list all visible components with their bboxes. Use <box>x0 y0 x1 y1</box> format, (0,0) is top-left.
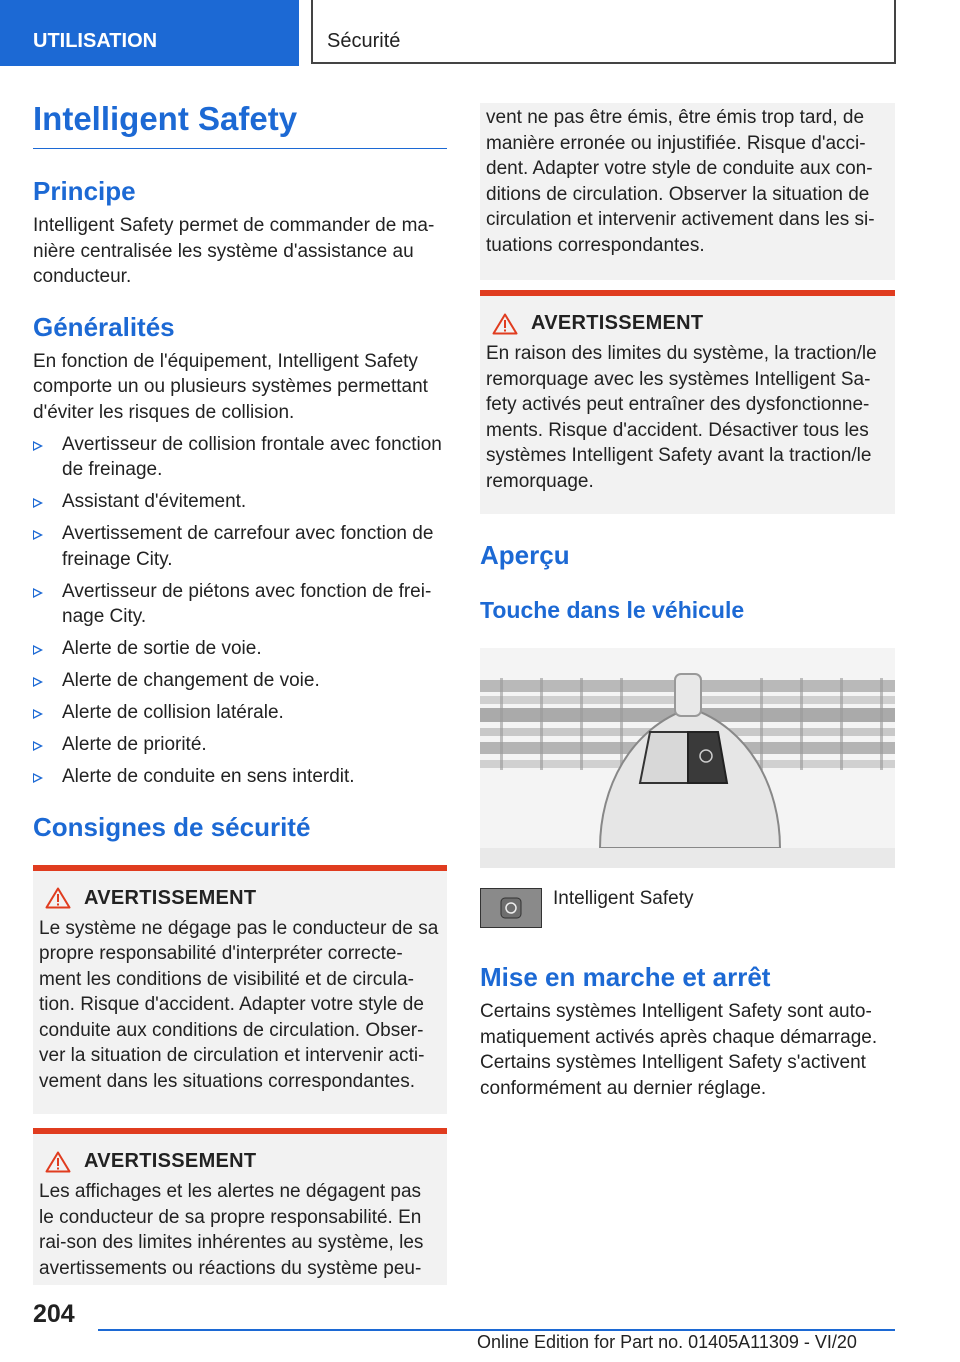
warning-text: vent ne pas être émis, être émis trop tard, de manière erronée ou injustifiée. Risque d'acci-dent. Adapter votre style de conduite aux con-ditions de circulation. Observer la situation de circulation et intervenir activement dans les si-tuations correspondantes. <box>486 107 875 256</box>
left-column <box>33 100 447 1285</box>
warning-title: AVERTISSEMENT <box>84 1150 257 1172</box>
warning-triangle-icon <box>492 313 518 335</box>
button-photo <box>480 648 895 868</box>
triangle-bullet-icon <box>33 588 43 598</box>
page-number: 204 <box>33 1300 75 1328</box>
touche-heading: Touche dans le véhicule <box>480 597 745 623</box>
list-item: Avertisseur de piétons avec fonction de frei-nage City. <box>33 579 447 630</box>
principe-heading: Principe <box>33 176 136 206</box>
list-item: Alerte de sortie de voie. <box>33 636 447 662</box>
warning-box <box>33 865 447 1115</box>
intelligent-safety-button-icon <box>480 888 542 928</box>
triangle-bullet-icon <box>33 741 43 751</box>
apercu-heading: Aperçu <box>480 540 570 570</box>
triangle-bullet-icon <box>33 498 43 508</box>
list-item: Alerte de collision latérale. <box>33 700 447 726</box>
legend-label: Intelligent Safety <box>553 888 694 909</box>
warning-title: AVERTISSEMENT <box>84 886 257 909</box>
section-title: Sécurité <box>311 0 896 64</box>
list-item: Alerte de priorité. <box>33 732 447 758</box>
triangle-bullet-icon <box>33 709 43 719</box>
generalites-text: En fonction de l'équipement, Intelligent Safety comporte un ou plusieurs systèmes permettant d'éviter les risques de collision. <box>33 350 428 423</box>
consignes-heading: Consignes de sécurité <box>33 811 311 842</box>
mise-en-marche-heading: Mise en marche et arrêt <box>480 962 771 992</box>
principe-text: Intelligent Safety permet de commander de ma-nière centralisée les système d'assistance au conducteur. <box>33 215 435 287</box>
list-item: Avertissement de carrefour avec fonction de freinage City. <box>33 521 447 572</box>
list-item: Alerte de changement de voie. <box>33 668 447 694</box>
warning-text: Les affichages et les alertes ne dégagent pas le conducteur de sa propre responsabilité. En rai-son des limites inhérentes au système, les avertissements ou réactions du système peu- <box>39 1181 424 1279</box>
warning-box <box>33 1128 447 1285</box>
triangle-bullet-icon <box>33 773 43 783</box>
warning-box <box>480 290 895 514</box>
triangle-bullet-icon <box>33 645 43 655</box>
warning-triangle-icon <box>45 887 71 909</box>
warning-title: AVERTISSEMENT <box>531 312 704 334</box>
list-item: Alerte de conduite en sens interdit. <box>33 764 447 790</box>
triangle-bullet-icon <box>33 677 43 687</box>
triangle-bullet-icon <box>33 530 43 540</box>
warning-triangle-icon <box>45 1151 71 1173</box>
photo-legend <box>480 888 895 928</box>
warning-box-continued <box>480 103 895 280</box>
list-item: Avertisseur de collision frontale avec fonction de freinage. <box>33 432 447 483</box>
list-item: Assistant d'évitement. <box>33 489 447 515</box>
triangle-bullet-icon <box>33 441 43 451</box>
chapter-tab: UTILISATION <box>0 0 299 66</box>
footer-divider <box>98 1329 895 1331</box>
warning-text: En raison des limites du système, la traction/le remorquage avec les systèmes Intelligent Sa-fety activés peut entraîner des dysfonctionne-ments. Risque d'accident. Désactiver tous les systèmes Intelligent Safety avant la traction/le remorquage. <box>486 343 877 492</box>
right-column <box>480 103 895 1101</box>
page-title: Intelligent Safety <box>33 100 447 149</box>
warning-text: Le système ne dégage pas le conducteur de sa propre responsabilité d'interpréter correcte-ment les conditions de visibilité et de circula-tion. Risque d'accident. Adapter votre style de conduite aux conditions de circulation. Obser-ver la situation de circulation et intervenir acti-vement dans les situations correspondantes. <box>39 917 439 1092</box>
page-header <box>0 0 960 66</box>
generalites-heading: Généralités <box>33 311 175 342</box>
systems-list <box>33 432 447 790</box>
footer-edition: Online Edition for Part no. 01405A11309 - VI/20 <box>477 1332 857 1352</box>
mise-en-marche-text: Certains systèmes Intelligent Safety sont auto-matiquement activés après chaque démarrage. Certains systèmes Intelligent Safety s'activent conformément au dernier réglage. <box>480 1001 878 1099</box>
